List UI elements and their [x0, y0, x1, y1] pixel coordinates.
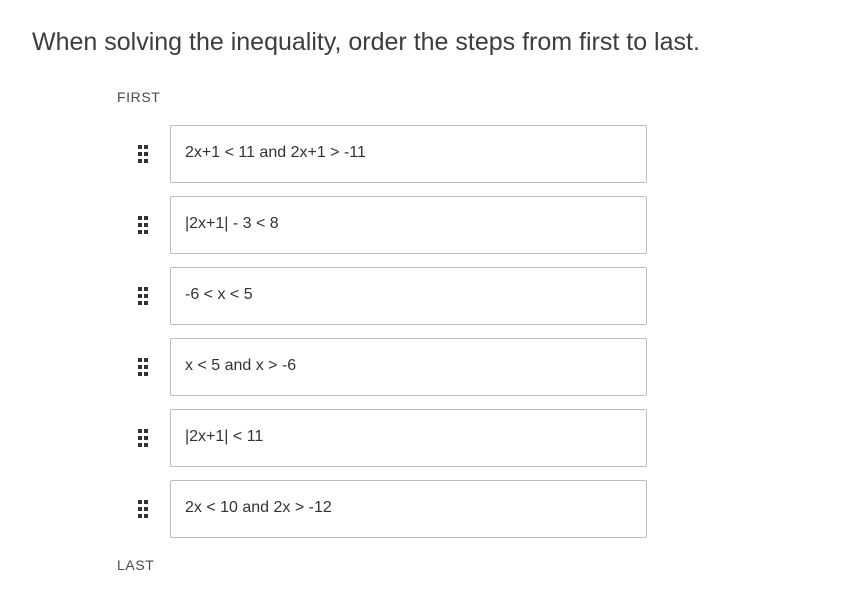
- step-text: 2x+1 < 11 and 2x+1 > -11: [185, 144, 366, 161]
- step-row[interactable]: [130, 338, 650, 396]
- step-text: x < 5 and x > -6: [185, 357, 297, 374]
- drag-handle-icon[interactable]: [136, 286, 150, 306]
- step-row[interactable]: [130, 409, 650, 467]
- step-text: |2x+1| < 11: [185, 428, 264, 445]
- drag-handle-icon[interactable]: [136, 428, 150, 448]
- step-row[interactable]: [130, 480, 650, 538]
- question-prompt: When solving the inequality, order the steps from first to last.: [32, 28, 700, 56]
- step-card[interactable]: [170, 196, 647, 254]
- last-label: LAST: [117, 557, 155, 573]
- drag-handle-icon[interactable]: [136, 215, 150, 235]
- step-card[interactable]: [170, 125, 647, 183]
- drag-handle-icon[interactable]: [136, 499, 150, 519]
- drag-handle-icon[interactable]: [136, 144, 150, 164]
- step-row[interactable]: [130, 196, 650, 254]
- first-label: FIRST: [117, 89, 161, 105]
- step-text: 2x < 10 and 2x > -12: [185, 499, 332, 516]
- step-row[interactable]: [130, 125, 650, 183]
- step-text: -6 < x < 5: [185, 286, 253, 303]
- drag-handle-icon[interactable]: [136, 357, 150, 377]
- step-card[interactable]: [170, 267, 647, 325]
- step-card[interactable]: [170, 480, 647, 538]
- step-card[interactable]: [170, 409, 647, 467]
- step-text: |2x+1| - 3 < 8: [185, 215, 279, 232]
- step-card[interactable]: [170, 338, 647, 396]
- sortable-step-list: [130, 125, 650, 551]
- step-row[interactable]: [130, 267, 650, 325]
